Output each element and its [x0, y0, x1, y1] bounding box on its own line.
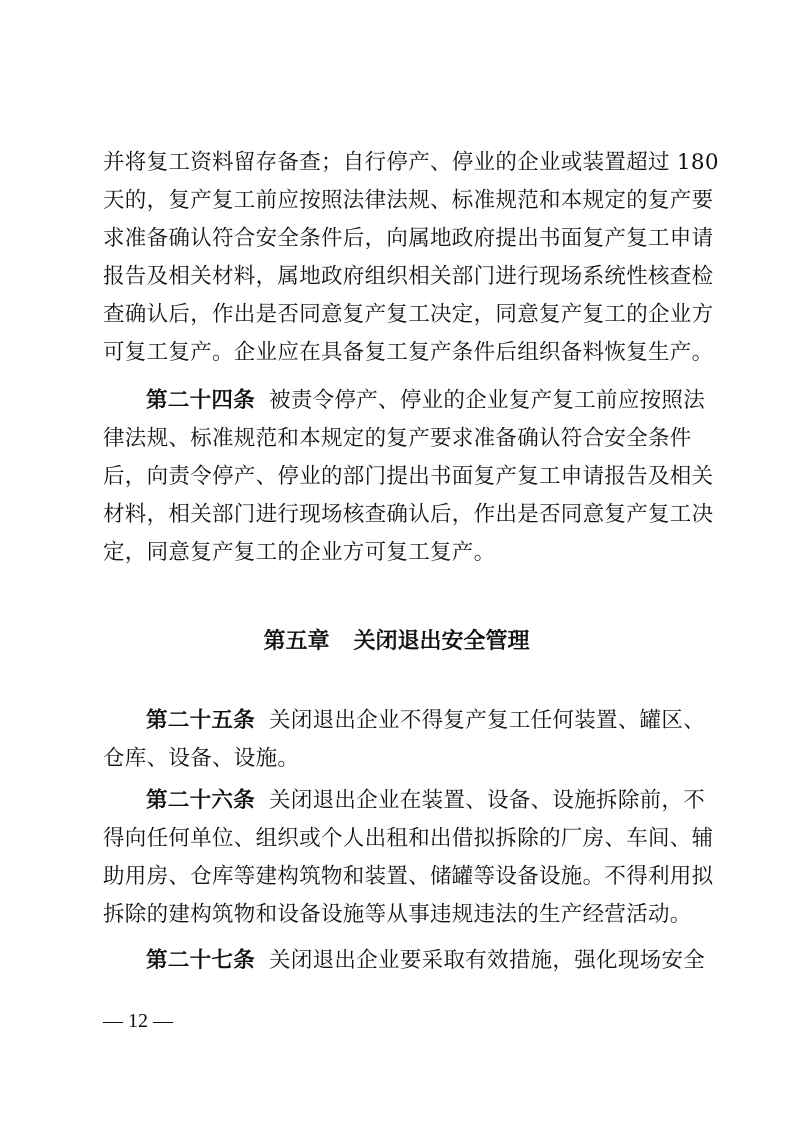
article-first-line — [103, 388, 706, 414]
text-line: 天的，复产复工前应按照法律法规、标准规范和本规定的复产要 — [103, 188, 714, 213]
article-text: 被责令停产、停业的企业复产复工前应按照法 — [269, 388, 706, 413]
article-text: 关闭退出企业要采取有效措施，强化现场安全 — [269, 948, 706, 973]
article-26 — [103, 788, 714, 928]
article-first-line — [103, 708, 706, 734]
article-text: 关闭退出企业在装置、设备、设施拆除前，不 — [269, 788, 706, 813]
text-line: 拆除的建构筑物和设备设施等从事违规违法的生产经营活动。 — [103, 902, 692, 927]
article-label: 第二十六条 — [146, 788, 256, 813]
article-label: 第二十五条 — [146, 708, 256, 733]
text-line: 助用房、仓库等建构筑物和装置、储罐等设备设施。不得利用拟 — [103, 864, 714, 889]
text-line: 并将复工资料留存备查；自行停产、停业的企业或装置超过 180 — [103, 150, 719, 175]
article-label: 第二十四条 — [146, 388, 256, 413]
article-text: 关闭退出企业不得复产复工任何装置、罐区、 — [269, 708, 706, 733]
text-line: 查确认后，作出是否同意复产复工决定，同意复产复工的企业方 — [103, 302, 714, 327]
article-24 — [103, 388, 714, 566]
chapter-heading — [0, 628, 793, 656]
article-25 — [103, 708, 706, 772]
article-first-line — [103, 788, 706, 814]
text-line: 得向任何单位、组织或个人出租和出借拟拆除的厂房、车间、辅 — [103, 826, 714, 851]
text-line: 定，同意复产复工的企业方可复工复产。 — [103, 540, 496, 565]
text-line: 求准备确认符合安全条件后，向属地政府提出书面复产复工申请 — [103, 226, 714, 251]
page-number: — 12 — — [103, 1010, 173, 1032]
continued-paragraph — [103, 150, 719, 366]
chapter-number: 第五章 — [263, 629, 330, 654]
text-line: 可复工复产。企业应在具备复工复产条件后组织备料恢复生产。 — [103, 340, 714, 365]
text-line: 报告及相关材料，属地政府组织相关部门进行现场系统性核查检 — [103, 264, 714, 289]
text-line: 后，向责令停产、停业的部门提出书面复产复工申请报告及相关 — [103, 464, 714, 489]
article-first-line — [103, 948, 706, 974]
chapter-title: 关闭退出安全管理 — [353, 629, 530, 654]
text-line: 材料，相关部门进行现场核查确认后，作出是否同意复产复工决 — [103, 502, 714, 527]
article-27 — [103, 948, 706, 974]
text-line: 仓库、设备、设施。 — [103, 746, 300, 771]
article-label: 第二十七条 — [146, 948, 256, 973]
text-line: 律法规、标准规范和本规定的复产要求准备确认符合安全条件 — [103, 426, 692, 451]
